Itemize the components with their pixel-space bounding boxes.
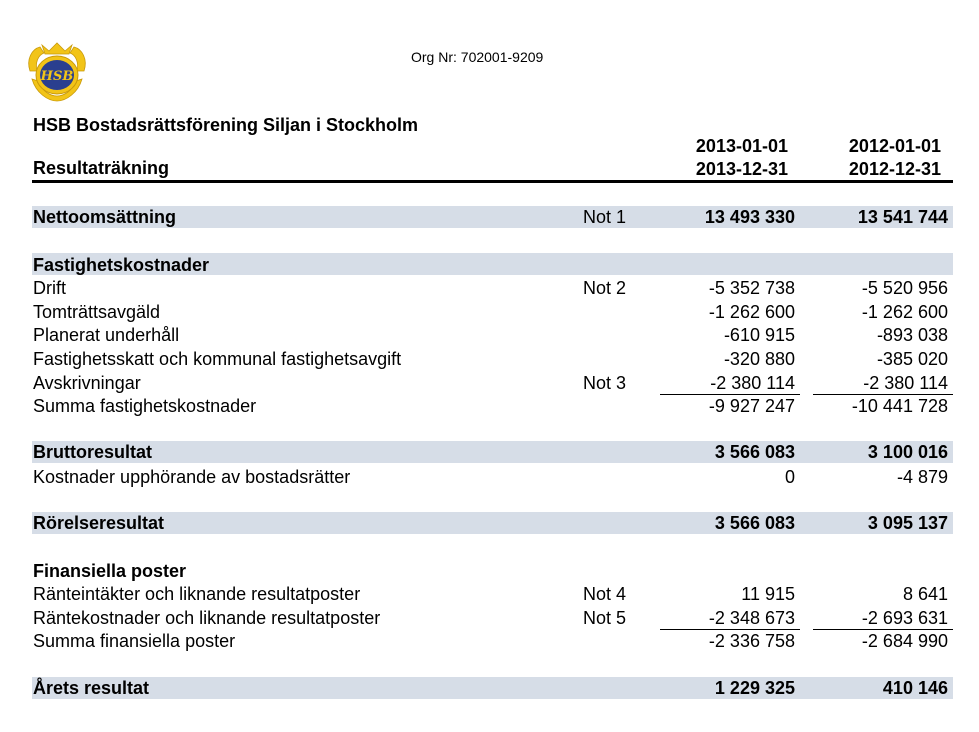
row-value-2013: 0 bbox=[784, 467, 795, 487]
row-value-2013: 1 229 325 bbox=[714, 678, 795, 698]
row-value-2012: -2 693 631 bbox=[861, 608, 948, 628]
logo-text: HSB bbox=[40, 69, 74, 84]
row-value-2012: 8 641 bbox=[902, 584, 948, 604]
row-label: Drift bbox=[33, 278, 66, 298]
row-label: Bruttoresultat bbox=[33, 442, 153, 462]
section-fastighetskostnader bbox=[33, 253, 953, 277]
row-avskrivningar bbox=[33, 371, 953, 395]
row-value-2012: 13 541 744 bbox=[857, 207, 948, 227]
row-value-2013: 3 566 083 bbox=[714, 442, 795, 462]
row-value-2013: -1 262 600 bbox=[708, 302, 795, 322]
row-arets-resultat bbox=[33, 676, 953, 700]
row-value-2012: -385 020 bbox=[876, 349, 948, 369]
row-value-2012: 3 095 137 bbox=[867, 513, 948, 533]
period-2013 bbox=[628, 135, 788, 181]
section-heading: Fastighetskostnader bbox=[33, 255, 210, 275]
row-value-2013: -2 336 758 bbox=[708, 631, 795, 651]
section-heading: Finansiella poster bbox=[33, 561, 187, 581]
row-planerat-underhall bbox=[33, 323, 953, 347]
row-value-2012: 410 146 bbox=[882, 678, 948, 698]
row-label: Ränteintäkter och liknande resultatposter bbox=[33, 584, 361, 604]
row-value-2012: -4 879 bbox=[896, 467, 948, 487]
row-note: Not 5 bbox=[583, 608, 627, 628]
row-note: Not 1 bbox=[583, 207, 627, 227]
row-value-2012: -2 684 990 bbox=[861, 631, 948, 651]
row-value-2013: -5 352 738 bbox=[708, 278, 795, 298]
row-ranteintakter bbox=[33, 582, 953, 606]
row-value-2012: 3 100 016 bbox=[867, 442, 948, 462]
row-value-2013: 13 493 330 bbox=[704, 207, 795, 227]
row-value-2012: -5 520 956 bbox=[861, 278, 948, 298]
row-nettoomsattning bbox=[33, 205, 953, 229]
row-summa-fastighetskostnader bbox=[33, 394, 953, 418]
row-value-2012: -10 441 728 bbox=[851, 396, 948, 416]
row-value-2013: 11 915 bbox=[741, 584, 795, 604]
period-2012 bbox=[781, 135, 941, 181]
row-label: Fastighetsskatt och kommunal fastighetsavgift bbox=[33, 349, 402, 369]
row-label: Nettoomsättning bbox=[33, 207, 176, 227]
row-value-2013: -9 927 247 bbox=[708, 396, 795, 416]
row-label: Kostnader upphörande av bostadsrätter bbox=[33, 467, 351, 487]
row-label: Räntekostnader och liknande resultatposter bbox=[33, 608, 381, 628]
period-2013-end: 2013-12-31 bbox=[695, 159, 788, 179]
row-note: Not 2 bbox=[583, 278, 627, 298]
row-rorelseresultat bbox=[33, 511, 953, 535]
row-label: Summa fastighetskostnader bbox=[33, 396, 257, 416]
period-2012-end: 2012-12-31 bbox=[848, 159, 941, 179]
row-value-2013: 3 566 083 bbox=[714, 513, 795, 533]
period-2013-start: 2013-01-01 bbox=[695, 136, 788, 156]
row-summa-finansiella-poster bbox=[33, 629, 953, 653]
company-name: HSB Bostadsrättsförening Siljan i Stockholm bbox=[33, 115, 419, 135]
row-value-2013: -610 915 bbox=[723, 325, 795, 345]
period-2012-start: 2012-01-01 bbox=[848, 136, 941, 156]
row-label: Rörelseresultat bbox=[33, 513, 165, 533]
row-fastighetsskatt bbox=[33, 347, 953, 371]
row-label: Planerat underhåll bbox=[33, 325, 180, 345]
row-note: Not 4 bbox=[583, 584, 627, 604]
row-bruttoresultat bbox=[33, 440, 953, 464]
statement-title: Resultaträkning bbox=[33, 158, 170, 178]
row-kostnader-upphorande bbox=[33, 465, 953, 489]
row-note: Not 3 bbox=[583, 373, 627, 393]
row-value-2013: -2 380 114 bbox=[710, 373, 795, 393]
row-label: Avskrivningar bbox=[33, 373, 141, 393]
hsb-logo bbox=[22, 41, 92, 103]
row-value-2012: -893 038 bbox=[876, 325, 948, 345]
row-value-2012: -2 380 114 bbox=[863, 373, 948, 393]
org-number: Org Nr: 702001-9209 bbox=[411, 49, 544, 65]
row-rantekostnader bbox=[33, 606, 953, 630]
row-label: Årets resultat bbox=[33, 678, 150, 698]
header-rule bbox=[32, 180, 953, 183]
row-value-2013: -2 348 673 bbox=[708, 608, 795, 628]
row-drift bbox=[33, 276, 953, 300]
row-tomtrattsavgald bbox=[33, 300, 953, 324]
row-label: Tomträttsavgäld bbox=[33, 302, 161, 322]
row-value-2012: -1 262 600 bbox=[861, 302, 948, 322]
row-value-2013: -320 880 bbox=[723, 349, 795, 369]
section-finansiella-poster bbox=[33, 559, 953, 583]
row-label: Summa finansiella poster bbox=[33, 631, 236, 651]
